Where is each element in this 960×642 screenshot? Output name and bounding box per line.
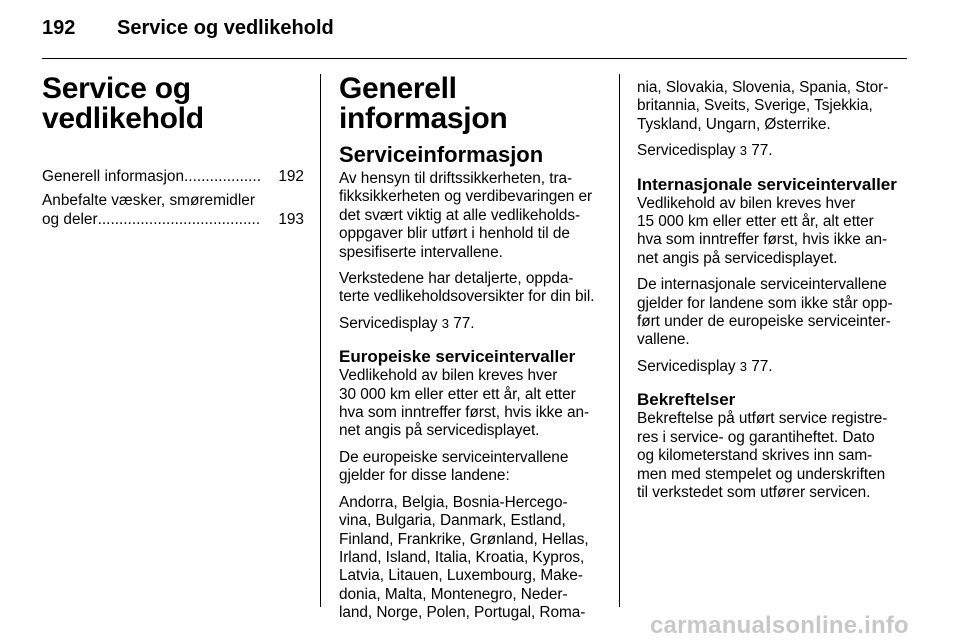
section-title: Generell informasjon bbox=[339, 72, 508, 135]
reference-arrow-icon: 3 bbox=[739, 143, 747, 159]
paragraph-intro: Av hensyn til driftssikkerheten, tra- fikksikkerheten og verdibevaringen er det svært viktig at alle vedlikeholds- oppgaver blir utført i henhold til de spesifiserte intervallene. bbox=[339, 170, 593, 261]
subsection-title: Serviceinformasjon bbox=[339, 142, 544, 167]
paragraph-country-list: Andorra, Belgia, Bosnia-Hercego- vina, Bulgaria, Danmark, Estland, Finland, Frankrike, Grønland, Hellas, Irland, Island, Italia, Kroatia, Kypros, Latvia, Litauen, Luxembourg, Make- donia, Malta, Montenegro, Neder- land, Norge, Polen, Portugal, Roma- bbox=[339, 493, 589, 622]
paragraph-eu-interval: Vedlikehold av bilen kreves hver 30 000 km eller etter ett år, alt etter hva som inntreffer først, hvis ikke an- net angis på servicedisplayet. bbox=[339, 367, 590, 440]
toc-page: 193 bbox=[278, 210, 304, 228]
paragraph-eu-countries-intro: De europeiske serviceintervallene gjelder for disse landene: bbox=[339, 448, 569, 485]
heading-international-intervals: Internasjonale serviceintervaller bbox=[637, 174, 897, 194]
toc-label: og deler bbox=[42, 210, 98, 228]
toc-label: Generell informasjon bbox=[42, 168, 185, 185]
column-divider-1 bbox=[320, 74, 321, 607]
toc-entry-general-info[interactable] bbox=[42, 168, 304, 186]
column-toc bbox=[42, 74, 304, 235]
toc-page: 192 bbox=[278, 168, 304, 185]
paragraph-int-countries: De internasjonale serviceintervallene gjelder for landene som ikke står opp- ført under de europeiske serviceinter- vallene. bbox=[637, 276, 893, 349]
column-intervals-continued bbox=[637, 79, 907, 510]
toc-label: Anbefalte væsker, smøremidler bbox=[42, 192, 255, 210]
chapter-title: Service og vedlikehold bbox=[42, 72, 204, 135]
toc-entry-fluids[interactable] bbox=[42, 192, 304, 229]
cross-reference-servicedisplay[interactable]: Servicedisplay 3 77. bbox=[637, 357, 773, 375]
reference-arrow-icon: 3 bbox=[441, 315, 449, 331]
page-number: 192 bbox=[42, 17, 76, 39]
watermark: carmanualsonline.info bbox=[650, 612, 909, 639]
paragraph-country-list-continued: nia, Slovakia, Slovenia, Spania, Stor- britannia, Sveits, Sverige, Tsjekkia, Tyskland, Ungarn, Østerrike. bbox=[637, 79, 889, 133]
cross-reference-servicedisplay[interactable]: Servicedisplay 3 77. bbox=[637, 142, 773, 160]
toc-leader: ...................................... bbox=[97, 210, 261, 228]
page-header bbox=[0, 0, 960, 56]
heading-european-intervals: Europeiske serviceintervaller bbox=[339, 347, 576, 367]
column-divider-2 bbox=[619, 74, 620, 607]
reference-arrow-icon: 3 bbox=[739, 358, 747, 374]
cross-reference-servicedisplay[interactable]: Servicedisplay 3 77. bbox=[339, 314, 475, 332]
heading-confirmations: Bekreftelser bbox=[637, 390, 736, 410]
paragraph-workshops: Verkstedene har detaljerte, oppda- terte vedlikeholdsoversikter for din bil. bbox=[339, 270, 595, 306]
paragraph-confirmations: Bekreftelse på utført service registre- res i service- og garantiheftet. Dato og kilometerstand skrives inn sam- men med stempelet og underskriften til verkstedet som utfører servicen. bbox=[637, 410, 888, 501]
header-rule bbox=[42, 58, 907, 59]
column-general-info bbox=[339, 74, 605, 631]
toc-leader: .................. bbox=[184, 168, 261, 185]
paragraph-int-interval: Vedlikehold av bilen kreves hver 15 000 km eller etter ett år, alt etter hva som inntreffer først, hvis ikke an- net angis på servicedisplayet. bbox=[637, 194, 888, 267]
running-title: Service og vedlikehold bbox=[117, 17, 334, 39]
